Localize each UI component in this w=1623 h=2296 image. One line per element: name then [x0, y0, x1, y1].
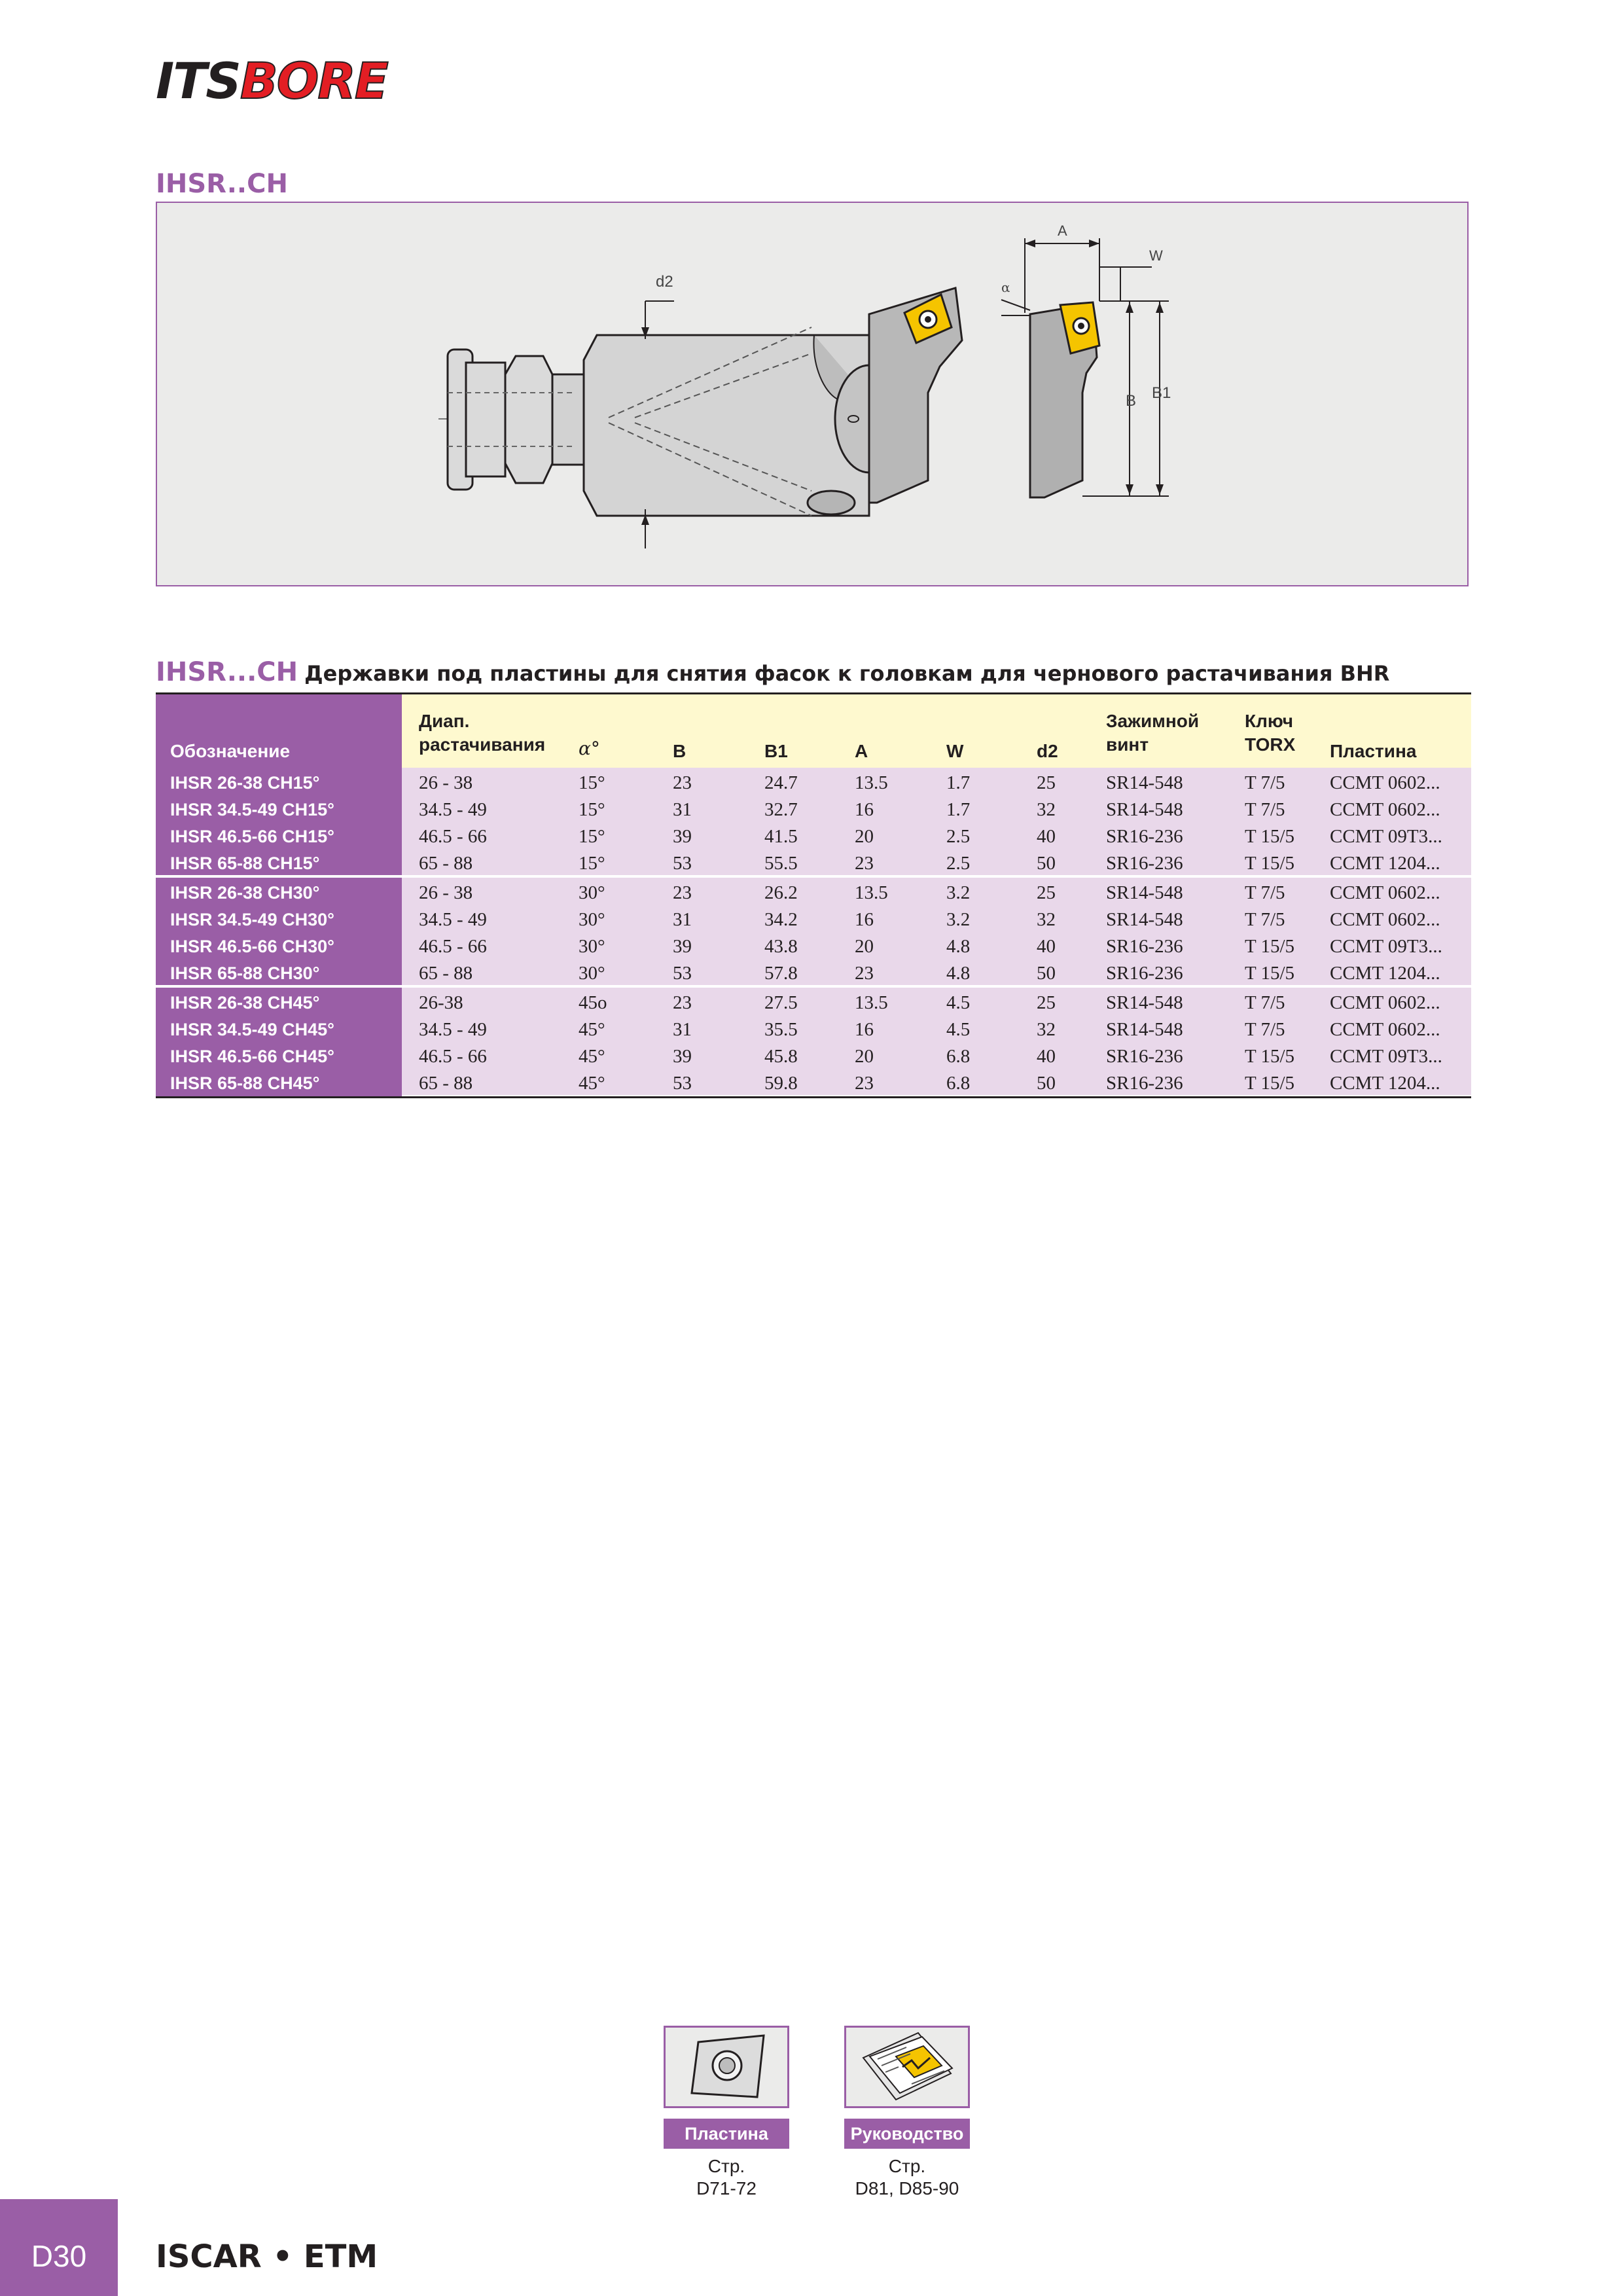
cell-b1: 26.2: [764, 882, 798, 903]
cell-insert: CCMT 0602...: [1330, 799, 1440, 820]
manual-reference-page-label: Стр.: [888, 2156, 926, 2176]
header-screw-line2: винт: [1106, 734, 1149, 755]
cell-a: 13.5: [855, 992, 888, 1013]
table-title: [156, 657, 1389, 687]
cell-torx-key: T 7/5: [1245, 882, 1285, 903]
cell-insert: CCMT 09T3...: [1330, 936, 1442, 957]
cell-w: 2.5: [946, 826, 971, 847]
header-range-line1: Диап.: [419, 711, 470, 731]
cell-alpha: 30°: [579, 963, 605, 984]
insert-reference-label[interactable]: Пластина: [664, 2119, 789, 2149]
cell-a: 20: [855, 826, 874, 847]
cell-range: 65 - 88: [419, 853, 473, 874]
cell-w: 1.7: [946, 799, 971, 820]
cell-d2: 25: [1037, 882, 1056, 903]
cell-w: 6.8: [946, 1073, 971, 1094]
footer-brand: ISCAR • ETM: [156, 2238, 378, 2275]
header-range-line2: растачивания: [419, 734, 546, 755]
label-a: A: [1058, 223, 1067, 239]
cartridge-side: [869, 288, 962, 503]
cell-screw: SR16-236: [1106, 826, 1183, 847]
cell-b: 53: [673, 1073, 692, 1094]
cell-a: 20: [855, 936, 874, 957]
cell-w: 3.2: [946, 909, 971, 930]
cell-d2: 25: [1037, 772, 1056, 793]
cell-w: 3.2: [946, 882, 971, 903]
cell-torx-key: T 7/5: [1245, 799, 1285, 820]
cell-a: 23: [855, 853, 874, 874]
manual-reference-label[interactable]: Руководство: [844, 2119, 970, 2149]
table-row: [156, 960, 1471, 987]
cell-w: 6.8: [946, 1046, 971, 1067]
tool-body: [584, 327, 903, 516]
cell-insert: CCMT 0602...: [1330, 772, 1440, 793]
header-designation: Обозначение: [170, 741, 291, 761]
table-row: [156, 933, 1471, 960]
table-title-code: IHSR...CH: [156, 657, 298, 687]
cell-d2: 40: [1037, 1046, 1056, 1067]
header-w: W: [946, 741, 964, 761]
cell-alpha: 45o: [579, 992, 607, 1013]
cell-designation: IHSR 26-38 CH45°: [170, 993, 320, 1013]
cell-d2: 25: [1037, 992, 1056, 1013]
cell-d2: 40: [1037, 826, 1056, 847]
tool-drawing: [156, 202, 1469, 586]
cell-torx-key: T 15/5: [1245, 826, 1294, 847]
label-d2: d2: [656, 273, 673, 291]
header-a: A: [855, 741, 868, 761]
cell-d2: 50: [1037, 1073, 1056, 1094]
cell-b1: 32.7: [764, 799, 798, 820]
tool-drawing-svg: [157, 203, 1467, 585]
cell-b1: 35.5: [764, 1019, 798, 1040]
cell-range: 34.5 - 49: [419, 799, 487, 820]
cell-range: 46.5 - 66: [419, 1046, 487, 1067]
cell-b: 53: [673, 963, 692, 984]
cell-torx-key: T 7/5: [1245, 992, 1285, 1013]
cell-designation: IHSR 26-38 CH15°: [170, 773, 320, 793]
table-row: [156, 850, 1471, 877]
cell-insert: CCMT 0602...: [1330, 882, 1440, 903]
cell-alpha: 45°: [579, 1019, 605, 1040]
cell-a: 16: [855, 1019, 874, 1040]
cell-b1: 41.5: [764, 826, 798, 847]
cell-alpha: 45°: [579, 1073, 605, 1094]
cell-insert: CCMT 1204...: [1330, 1073, 1440, 1094]
cell-designation: IHSR 34.5-49 CH30°: [170, 910, 334, 929]
table-row: [156, 1043, 1471, 1070]
cell-designation: IHSR 65-88 CH30°: [170, 963, 320, 983]
cell-designation: IHSR 65-88 CH15°: [170, 853, 320, 873]
cell-designation: IHSR 26-38 CH30°: [170, 883, 320, 903]
page-number: D30: [31, 2239, 87, 2273]
header-b: B: [673, 741, 687, 761]
cell-insert: CCMT 1204...: [1330, 853, 1440, 874]
cartridge-front: [1001, 223, 1171, 497]
cell-torx-key: T 15/5: [1245, 963, 1294, 984]
cell-range: 26-38: [419, 992, 463, 1013]
cell-w: 2.5: [946, 853, 971, 874]
cell-b1: 24.7: [764, 772, 798, 793]
cell-insert: CCMT 09T3...: [1330, 1046, 1442, 1067]
cell-b: 39: [673, 1046, 692, 1067]
cell-range: 34.5 - 49: [419, 1019, 487, 1040]
cell-w: 4.5: [946, 1019, 971, 1040]
logo-part-bore: BORE: [240, 52, 387, 110]
cell-range: 26 - 38: [419, 882, 473, 903]
cell-designation: IHSR 46.5-66 CH30°: [170, 937, 334, 956]
cell-alpha: 30°: [579, 882, 605, 903]
cell-b: 53: [673, 853, 692, 874]
cell-screw: SR16-236: [1106, 853, 1183, 874]
cell-insert: CCMT 0602...: [1330, 909, 1440, 930]
cell-screw: SR14-548: [1106, 1019, 1183, 1040]
cell-b1: 55.5: [764, 853, 798, 874]
cell-d2: 40: [1037, 936, 1056, 957]
cell-designation: IHSR 34.5-49 CH45°: [170, 1020, 334, 1039]
cell-b1: 43.8: [764, 936, 798, 957]
header-d2: d2: [1037, 741, 1058, 761]
cell-b1: 34.2: [764, 909, 798, 930]
manual-icon: [846, 2028, 968, 2106]
cell-a: 13.5: [855, 772, 888, 793]
table-row: [156, 906, 1471, 933]
header-key-line1: Ключ: [1245, 711, 1293, 731]
cell-designation: IHSR 46.5-66 CH45°: [170, 1047, 334, 1066]
cell-alpha: 15°: [579, 799, 605, 820]
header-insert: Пластина: [1330, 741, 1417, 761]
cell-insert: CCMT 0602...: [1330, 992, 1440, 1013]
cell-b1: 27.5: [764, 992, 798, 1013]
cell-alpha: 15°: [579, 853, 605, 874]
cell-torx-key: T 15/5: [1245, 936, 1294, 957]
cell-b: 31: [673, 799, 692, 820]
cell-b1: 59.8: [764, 1073, 798, 1094]
cell-a: 16: [855, 799, 874, 820]
tool-shank: [448, 350, 584, 490]
header-alpha: α°: [579, 738, 600, 759]
table-row: [156, 1016, 1471, 1043]
cell-d2: 32: [1037, 1019, 1056, 1040]
cell-torx-key: T 15/5: [1245, 1073, 1294, 1094]
cell-torx-key: T 7/5: [1245, 1019, 1285, 1040]
cell-screw: SR14-548: [1106, 882, 1183, 903]
cell-alpha: 15°: [579, 772, 605, 793]
cell-d2: 32: [1037, 909, 1056, 930]
header-b1: B1: [764, 741, 788, 761]
cell-screw: SR16-236: [1106, 1073, 1183, 1094]
section-title: IHSR..CH: [156, 169, 288, 199]
cell-designation: IHSR 34.5-49 CH15°: [170, 800, 334, 819]
label-alpha: α: [1001, 279, 1010, 295]
label-w: W: [1149, 247, 1163, 264]
cell-a: 23: [855, 963, 874, 984]
table-row: [156, 990, 1471, 1016]
cell-b1: 45.8: [764, 1046, 798, 1067]
cell-screw: SR14-548: [1106, 909, 1183, 930]
cell-screw: SR16-236: [1106, 963, 1183, 984]
cell-alpha: 45°: [579, 1046, 605, 1067]
itsbore-logo: [156, 52, 387, 110]
cell-b: 39: [673, 826, 692, 847]
cell-screw: SR14-548: [1106, 799, 1183, 820]
cell-torx-key: T 15/5: [1245, 853, 1294, 874]
cell-a: 20: [855, 1046, 874, 1067]
cell-screw: SR16-236: [1106, 1046, 1183, 1067]
cell-b1: 57.8: [764, 963, 798, 984]
cell-alpha: 30°: [579, 936, 605, 957]
cell-designation: IHSR 46.5-66 CH15°: [170, 827, 334, 846]
cell-range: 65 - 88: [419, 1073, 473, 1094]
insert-icon: [666, 2028, 787, 2106]
cell-range: 26 - 38: [419, 772, 473, 793]
header-screw-line1: Зажимной: [1106, 711, 1200, 731]
cell-a: 23: [855, 1073, 874, 1094]
cell-a: 16: [855, 909, 874, 930]
cell-b: 23: [673, 992, 692, 1013]
table-row: [156, 823, 1471, 850]
cell-insert: CCMT 09T3...: [1330, 826, 1442, 847]
cell-d2: 32: [1037, 799, 1056, 820]
table-row: [156, 770, 1471, 797]
insert-reference-page-label: Стр.: [707, 2156, 745, 2176]
specifications-table: [156, 692, 1471, 1098]
cell-w: 4.5: [946, 992, 971, 1013]
cell-b: 31: [673, 909, 692, 930]
cell-range: 46.5 - 66: [419, 936, 487, 957]
cell-alpha: 30°: [579, 909, 605, 930]
manual-reference-tile[interactable]: [844, 2026, 970, 2108]
cell-screw: SR14-548: [1106, 992, 1183, 1013]
header-key-line2: TORX: [1245, 734, 1296, 755]
cell-torx-key: T 7/5: [1245, 909, 1285, 930]
cell-d2: 50: [1037, 853, 1056, 874]
table-title-description: Державки под пластины для снятия фасок к головкам для чернового растачивания BHR: [304, 661, 1390, 686]
cell-alpha: 15°: [579, 826, 605, 847]
cell-b: 31: [673, 1019, 692, 1040]
cell-d2: 50: [1037, 963, 1056, 984]
cell-w: 1.7: [946, 772, 971, 793]
logo-part-its: ITS: [156, 52, 240, 110]
table-row: [156, 1070, 1471, 1097]
cell-insert: CCMT 1204...: [1330, 963, 1440, 984]
cell-designation: IHSR 65-88 CH45°: [170, 1073, 320, 1093]
insert-reference-tile[interactable]: [664, 2026, 789, 2108]
label-b1: B1: [1152, 384, 1171, 402]
cell-screw: SR16-236: [1106, 936, 1183, 957]
manual-reference-pages: D81, D85-90: [855, 2178, 959, 2198]
cell-w: 4.8: [946, 963, 971, 984]
insert-reference-pages: D71-72: [696, 2178, 757, 2198]
cell-torx-key: T 7/5: [1245, 772, 1285, 793]
cell-range: 34.5 - 49: [419, 909, 487, 930]
cell-range: 65 - 88: [419, 963, 473, 984]
cell-w: 4.8: [946, 936, 971, 957]
cell-b: 23: [673, 772, 692, 793]
label-b: B: [1126, 392, 1137, 410]
cell-range: 46.5 - 66: [419, 826, 487, 847]
cell-a: 13.5: [855, 882, 888, 903]
cell-torx-key: T 15/5: [1245, 1046, 1294, 1067]
cell-b: 23: [673, 882, 692, 903]
cell-b: 39: [673, 936, 692, 957]
cell-insert: CCMT 0602...: [1330, 1019, 1440, 1040]
table-row: [156, 880, 1471, 906]
cell-screw: SR14-548: [1106, 772, 1183, 793]
table-row: [156, 797, 1471, 823]
